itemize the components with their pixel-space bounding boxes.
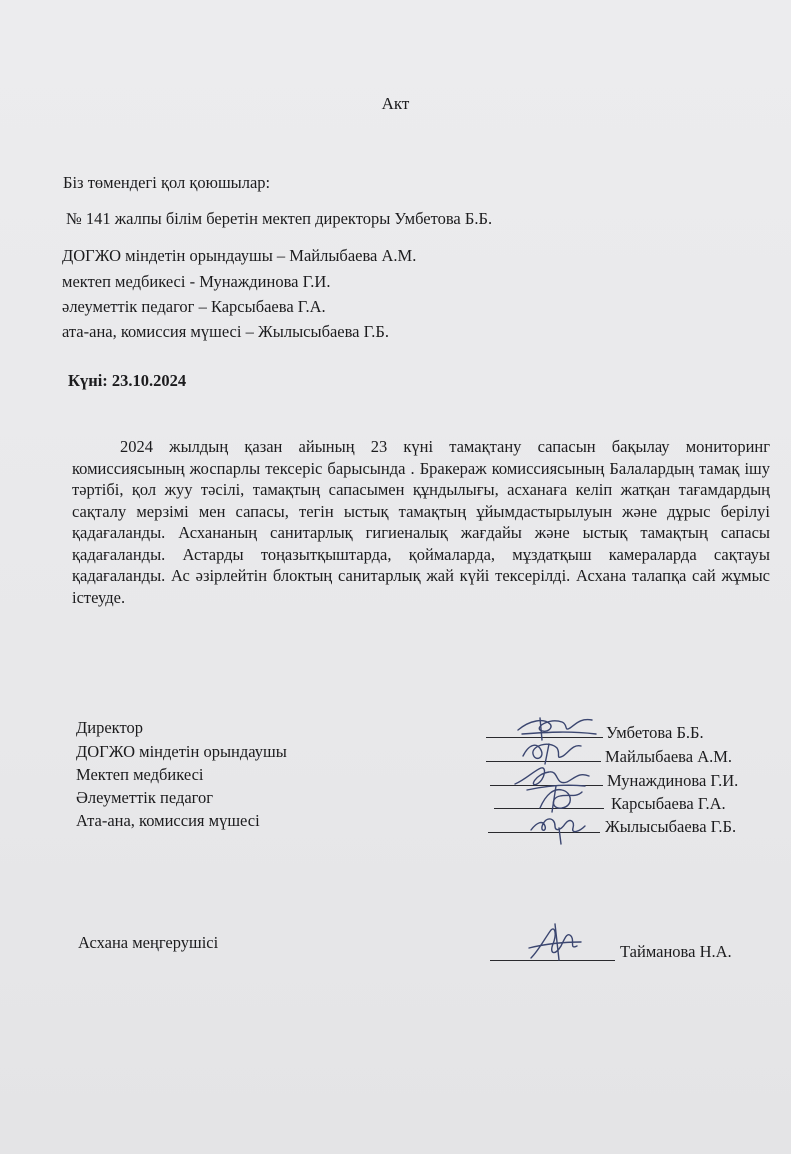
handwritten-signature-zhylysybaeva — [525, 808, 590, 848]
sign-role-dogzho: ДОГЖО міндетін орындаушы — [76, 742, 287, 761]
sign-role-director: Директор — [76, 718, 143, 737]
sign-role-social-pedagog: Әлеуметтік педагог — [76, 788, 214, 807]
sign-name-kitchen: Тайманова Н.А. — [620, 942, 732, 961]
act-body: 2024 жылдың қазан айының 23 күні тамақтану сапасын бақылау мониторинг комиссиясының жоспарлы тексеріс барысында . Бракераж комиссиясының Балалардың тамақ ішу тәртібі, қол жуу тәсілі, тамақтың сапасымен құндылығы, асханаға келіп жатқан тағамдардың сақталу мерзімі мен сапасы, тегін ыстық тамақтың ұйымдастырылуын және дұрыс берілуі қадағаланды. Асхананың санитарлық гигиеналық жағдайы және ыстық тамақтың сапасы қадағаланды. Астарды тоңазытқыштарда, қоймаларда, мұздатқыш камераларда сақтауы қадағаланды. Ас әзірлейтін блоктың санитарлық жай күйі тексерілді. Асхана талапқа сай жұмыс істеуде. — [72, 437, 770, 607]
sign-name-nurse: Мунаждинова Г.И. — [607, 771, 739, 790]
sign-role-nurse: Мектеп медбикесі — [76, 765, 204, 784]
intro-line: Біз төмендегі қол қоюшылар: — [63, 173, 271, 192]
act-date: Күні: 23.10.2024 — [68, 371, 187, 390]
sign-role-parent: Ата-ана, комиссия мүшесі — [76, 811, 260, 830]
member-nurse: мектеп медбикесі - Мунаждинова Г.И. — [62, 272, 331, 291]
handwritten-signature-taimanova — [525, 920, 585, 964]
sign-role-kitchen: Асхана меңгерушісі — [78, 933, 219, 952]
member-dogzho: ДОГЖО міндетін орындаушы – Майлыбаева А.М. — [62, 246, 417, 265]
sign-name-parent: Жылысыбаева Г.Б. — [605, 817, 737, 836]
member-director: № 141 жалпы білім беретін мектеп директоры Умбетова Б.Б. — [66, 209, 493, 228]
sign-name-social-pedagog: Карсыбаева Г.А. — [611, 794, 726, 813]
member-parent: ата-ана, комиссия мүшесі – Жылысыбаева Г.Б. — [62, 322, 390, 341]
member-social-pedagog: әлеуметтік педагог – Карсыбаева Г.А. — [62, 297, 326, 316]
document-title: Акт — [381, 94, 410, 113]
sign-name-director: Умбетова Б.Б. — [606, 723, 704, 742]
sign-name-dogzho: Майлыбаева А.М. — [605, 747, 733, 766]
